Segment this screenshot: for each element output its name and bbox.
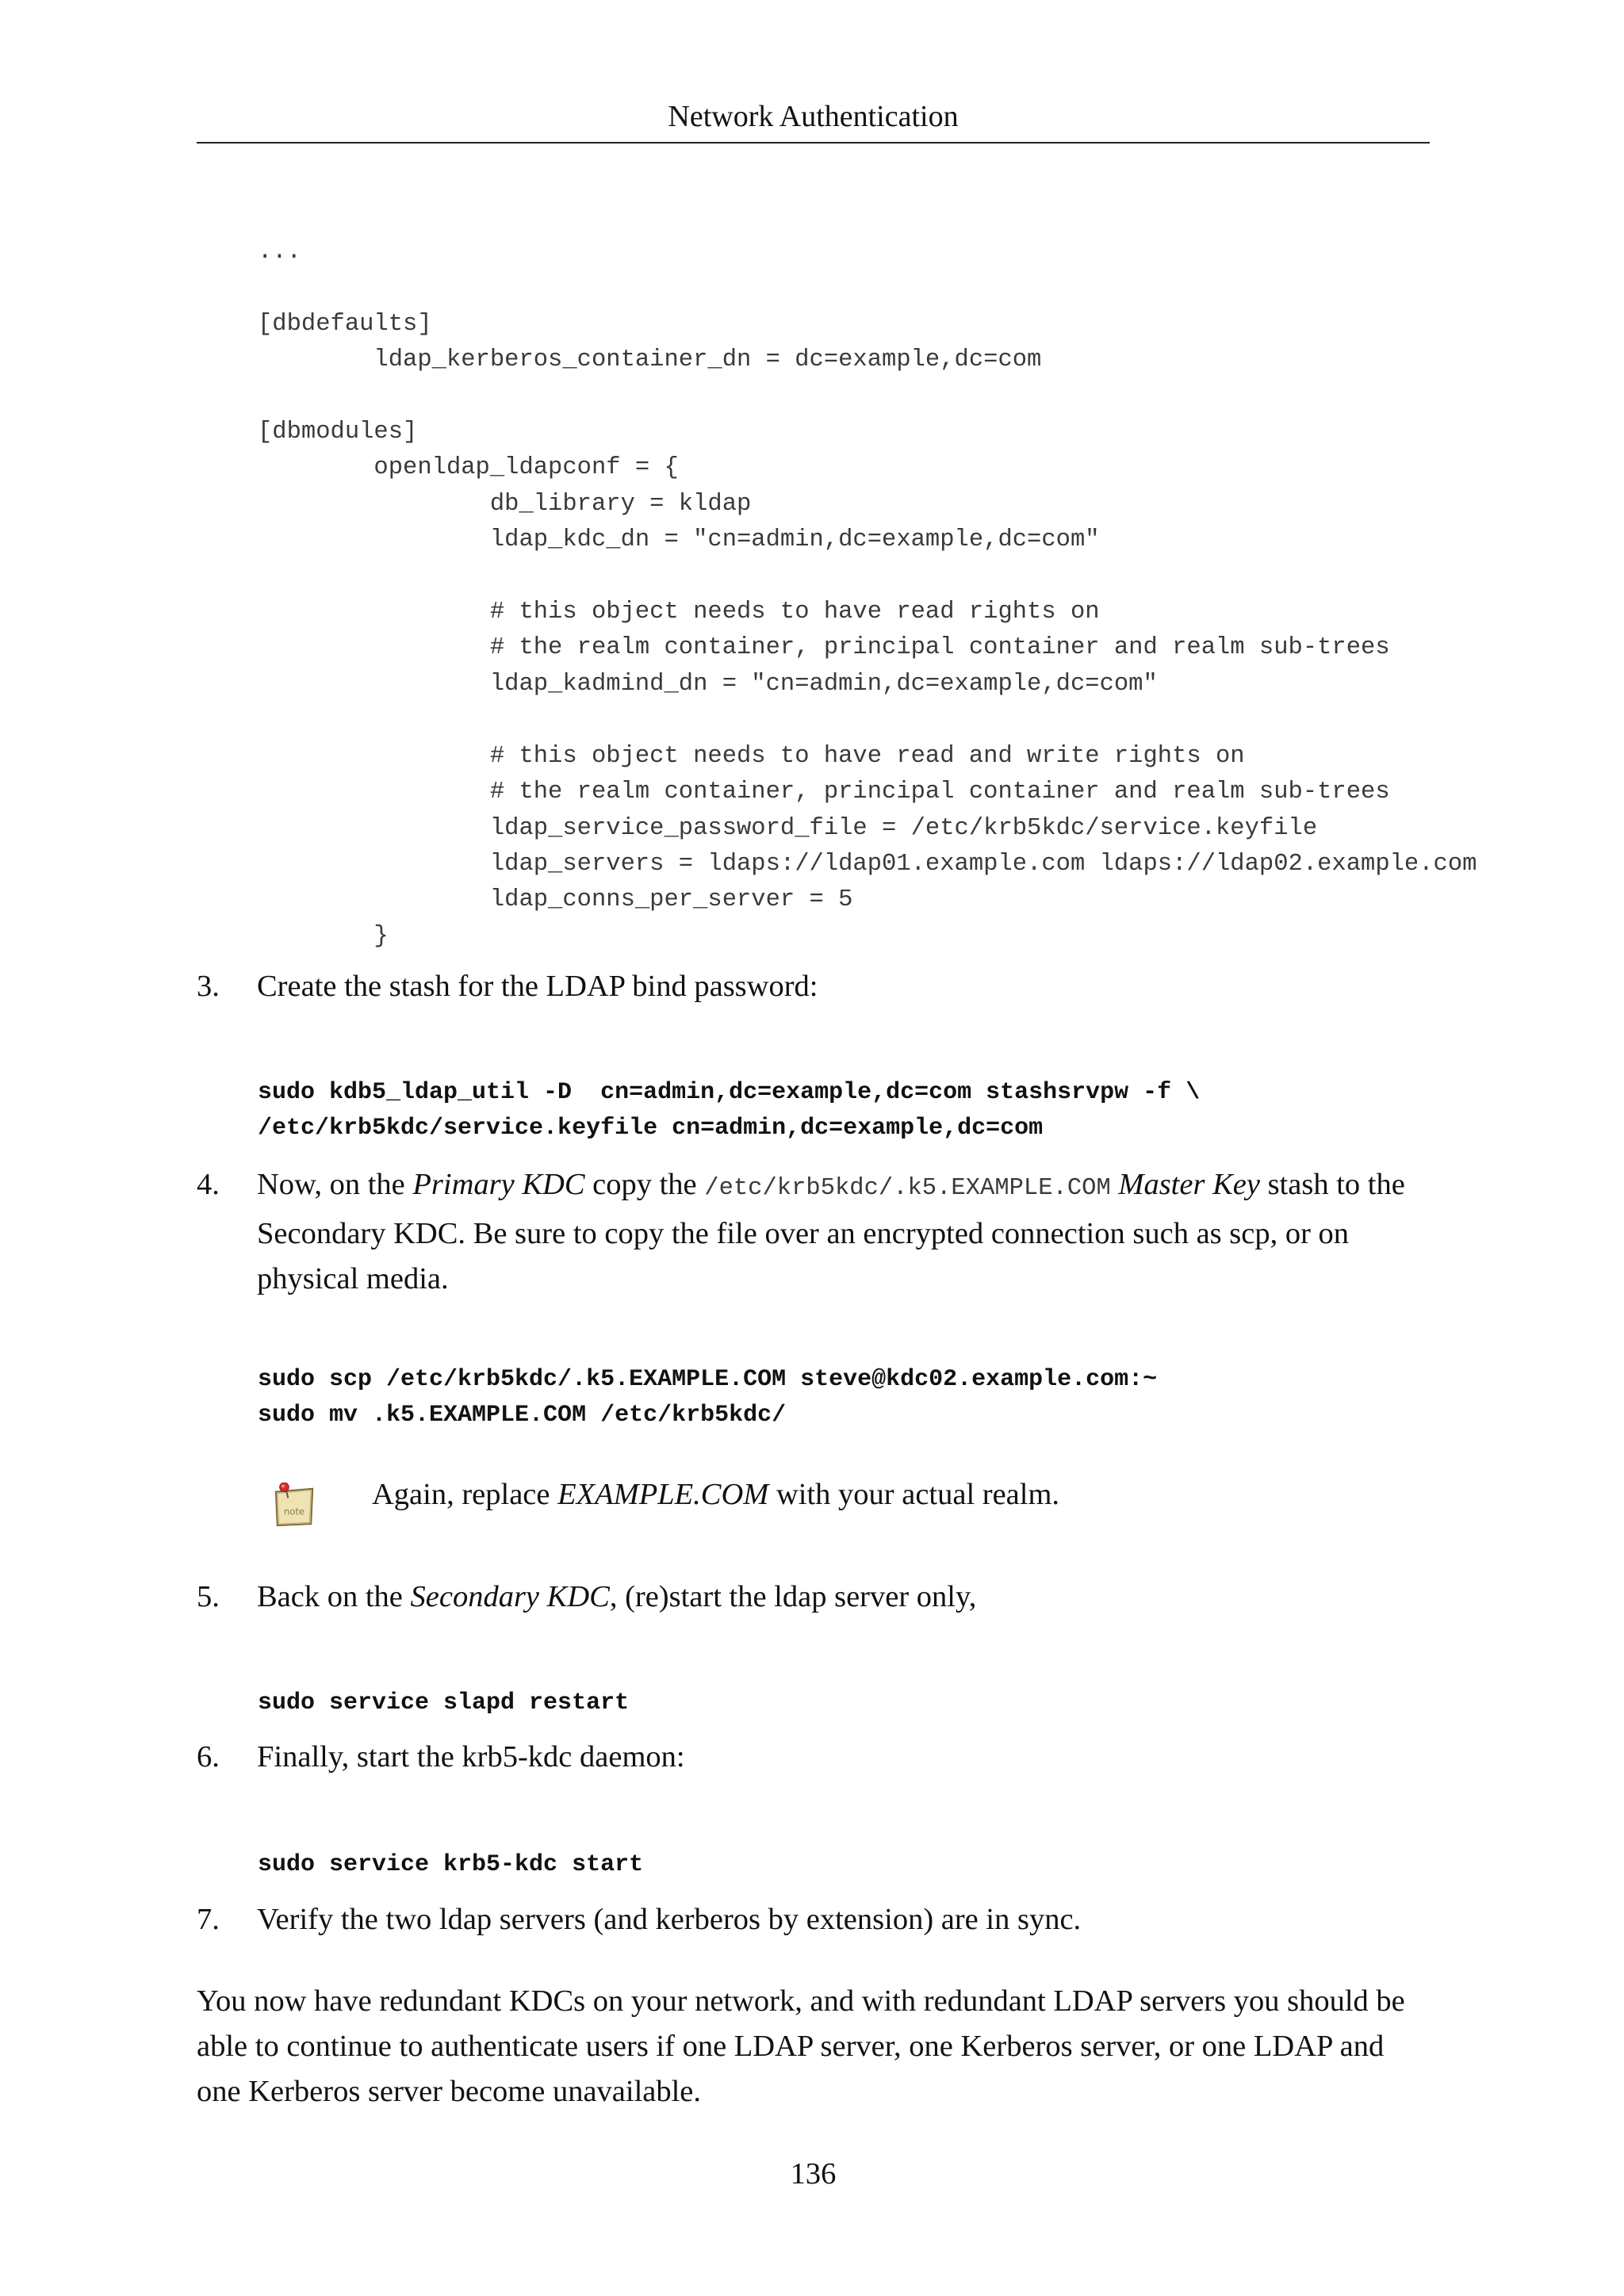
step-7 xyxy=(197,1897,1434,1942)
step-text xyxy=(257,1162,1434,1302)
header-rule xyxy=(197,142,1430,144)
step-4 xyxy=(197,1162,1434,1302)
step-number: 6. xyxy=(197,1740,220,1774)
text-fragment: stash to the Secondary KDC. Be sure to copy the file over an encrypted connection such as scp, or on physical media. xyxy=(257,1168,1405,1295)
step-number: 5. xyxy=(197,1580,220,1613)
text-fragment: Again, replace xyxy=(372,1478,558,1511)
text-fragment: Now, on the xyxy=(257,1168,413,1201)
command-block: sudo service slapd restart xyxy=(258,1689,630,1716)
step-number: 3. xyxy=(197,970,220,1003)
step-5 xyxy=(197,1575,1434,1620)
emphasis-realm: EXAMPLE.COM xyxy=(557,1478,769,1511)
command-block: sudo kdb5_ldap_util -D cn=admin,dc=example,dc=com stashsrvpw -f \ /etc/krb5kdc/service.keyfile cn=admin,dc=example,dc=com xyxy=(258,1079,1201,1142)
step-text: Verify the two ldap servers (and kerberos by extension) are in sync. xyxy=(257,1903,1082,1936)
note-icon xyxy=(271,1483,317,1529)
step-number: 4. xyxy=(197,1168,220,1201)
text-fragment: Back on the xyxy=(257,1580,411,1613)
step-text: Finally, start the krb5-kdc daemon: xyxy=(257,1740,685,1774)
step-text xyxy=(257,1575,1434,1620)
text-fragment: copy the xyxy=(584,1168,705,1201)
note-text xyxy=(372,1475,1059,1514)
step-number: 7. xyxy=(197,1903,220,1936)
command-block: sudo scp /etc/krb5kdc/.k5.EXAMPLE.COM steve@kdc02.example.com:~ sudo mv .k5.EXAMPLE.COM /etc/krb5kdc/ xyxy=(258,1366,1158,1429)
note-callout xyxy=(263,1475,1437,1538)
step-text: Create the stash for the LDAP bind password: xyxy=(257,970,818,1003)
emphasis-master-key: Master Key xyxy=(1118,1168,1260,1201)
config-code-block: ... [dbdefaults] ldap_kerberos_container_dn = dc=example,dc=com [dbmodules] openldap_ldapconf = { db_library = kldap ldap_kdc_dn = "cn=admin,dc=example,dc=com" # this object needs to have read rights on # the realm container, principal container and realm sub-trees ldap_kadmind_dn = "cn=admin,dc=example,dc=com" # this object needs to have read and write rights on # the realm container, principal container and realm sub-trees ldap_service_password_file = /etc/krb5kdc/service.keyfile ldap_servers = ldaps://ldap01.example.com ldaps://ldap02.example.com ldap_conns_per_server = 5 } xyxy=(258,239,1477,950)
command-block: sudo service krb5-kdc start xyxy=(258,1851,644,1878)
step-6 xyxy=(197,1735,1434,1780)
summary-paragraph: You now have redundant KDCs on your network, and with redundant LDAP servers you should be able to continue to authenticate users if one LDAP server, one Kerberos server, or one LDAP and one Kerberos server become unavailable. xyxy=(197,1984,1405,2108)
page-number: 136 xyxy=(790,2157,837,2191)
step-3 xyxy=(197,964,1434,1009)
emphasis-primary-kdc: Primary KDC xyxy=(412,1168,585,1201)
text-fragment xyxy=(1111,1168,1119,1201)
text-fragment: with your actual realm. xyxy=(768,1478,1060,1511)
page-header: Network Authentication xyxy=(668,100,959,133)
text-fragment: , (re)start the ldap server only, xyxy=(609,1580,977,1613)
note-icon-label: note xyxy=(283,1506,305,1517)
emphasis-secondary-kdc: Secondary KDC xyxy=(410,1580,610,1613)
inline-code-path: /etc/krb5kdc/.k5.EXAMPLE.COM xyxy=(704,1175,1111,1202)
